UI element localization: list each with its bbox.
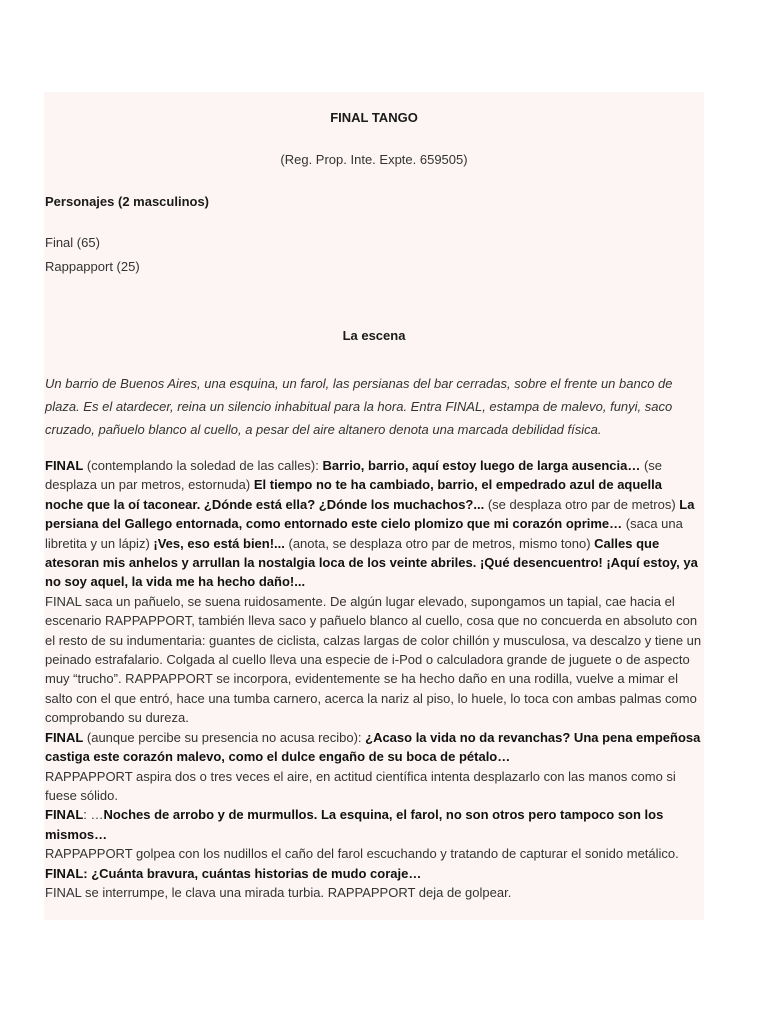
stage-direction: (anota, se desplaza otro par de metros, mismo tono) — [284, 535, 595, 551]
dialogue-line: Noches de arrobo y de murmullos. La esquina, el farol, no son otros pero tampoco son los mismos… — [45, 807, 664, 842]
stage-direction: (se desplaza otro par de metros) — [484, 496, 680, 512]
dialogue-paragraph — [45, 728, 703, 767]
document-page — [44, 92, 704, 920]
characters-heading: Personajes (2 masculinos) — [45, 194, 210, 209]
stage-direction: (contemplando la soledad de las calles): — [83, 458, 323, 473]
stage-direction: (saca una libretita y un lápiz) — [45, 516, 683, 551]
speaker-name: FINAL — [45, 807, 84, 823]
stage-paragraph: RAPPAPPORT aspira dos o tres veces el aire, en actitud científica intenta desplazarlo con las manos como si fuese sólido. — [45, 768, 676, 803]
script-body — [45, 456, 703, 902]
dialogue-line: ¡Ves, eso está bien!... — [153, 535, 285, 551]
scene-intro: Un barrio de Buenos Aires, una esquina, un farol, las persianas del bar cerradas, sobre el frente un banco de plaza. Es el atardecer, reina un silencio inhabitual para la hora. Entra FINAL, estampa de malevo, funyi, saco cruzado, pañuelo blanco al cuello, a pesar del aire altanero denota una marcada debilidad física. — [45, 376, 673, 437]
stage-direction: : … — [83, 807, 104, 823]
stage-direction: (aunque percibe su presencia no acusa recibo): — [83, 729, 366, 745]
stage-paragraph: FINAL se interrumpe, le clava una mirada turbia. RAPPAPPORT deja de golpear. — [45, 884, 512, 900]
registration-line: (Reg. Prop. Inte. Expte. 659505) — [280, 152, 468, 167]
stage-direction: (se desplaza un par metros, estornuda) — [45, 458, 663, 493]
dialogue-line: ¿Acaso la vida no da revanchas? Una pena empeñosa castiga este corazón malevo, como el dulce engaño de su boca de pétalo… — [45, 729, 701, 765]
dialogue-line: Barrio, barrio, aquí estoy luego de larga ausencia… — [322, 458, 641, 473]
stage-paragraph: RAPPAPPORT golpea con los nudillos el caño del farol escuchando y tratando de capturar el sonido metálico. — [45, 846, 679, 862]
speaker-name: FINAL — [45, 458, 84, 473]
dialogue-paragraph — [45, 456, 703, 592]
scene-heading: La escena — [342, 328, 406, 343]
character-item: Rappapport (25) — [45, 259, 140, 274]
dialogue-paragraph — [45, 864, 703, 883]
speaker-name: FINAL — [45, 729, 84, 745]
dialogue-line: El tiempo no te ha cambiado, barrio, el empedrado azul de aquella noche que la oí taconear. ¿Dónde está ella? ¿Dónde los muchachos?... — [45, 477, 662, 512]
dialogue-paragraph — [45, 805, 703, 844]
character-item: Final (65) — [45, 235, 100, 250]
document-title: FINAL TANGO — [330, 110, 418, 125]
stage-paragraph: FINAL saca un pañuelo, se suena ruidosamente. De algún lugar elevado, supongamos un tapial, cae hacia el escenario RAPPAPPORT, también lleva saco y pañuelo blanco al cuello, cosa que no concuerda en absoluto con el resto de su indumentaria: guantes de ciclista, calzas largas de color chillón y musculosa, va descalzo y tiene un peinado estrafalario. Colgada al cuello lleva una especie de i-Pod o calculadora grande de juguete o de aspecto muy “trucho”. RAPPAPPORT se incorpora, evidentemente se ha hecho daño en una rodilla, vuelve a mimar el salto con el que entró, hace una tumba carnero, acerca la nariz al piso, lo huele, lo toca con ambas palmas como comprobando su dureza. — [45, 593, 702, 726]
dialogue-line: La persiana del Gallego entornada, como entornado este cielo plomizo que mi corazón oprime… — [45, 496, 695, 532]
dialogue-line: FINAL: ¿Cuánta bravura, cuántas historias de mudo coraje… — [45, 865, 422, 881]
dialogue-line: Calles que atesoran mis anhelos y arrullan la nostalgia loca de los veinte abriles. ¡Qué desencuentro! ¡Aquí estoy, ya no soy aquel, la vida me ha hecho daño!... — [45, 535, 698, 590]
